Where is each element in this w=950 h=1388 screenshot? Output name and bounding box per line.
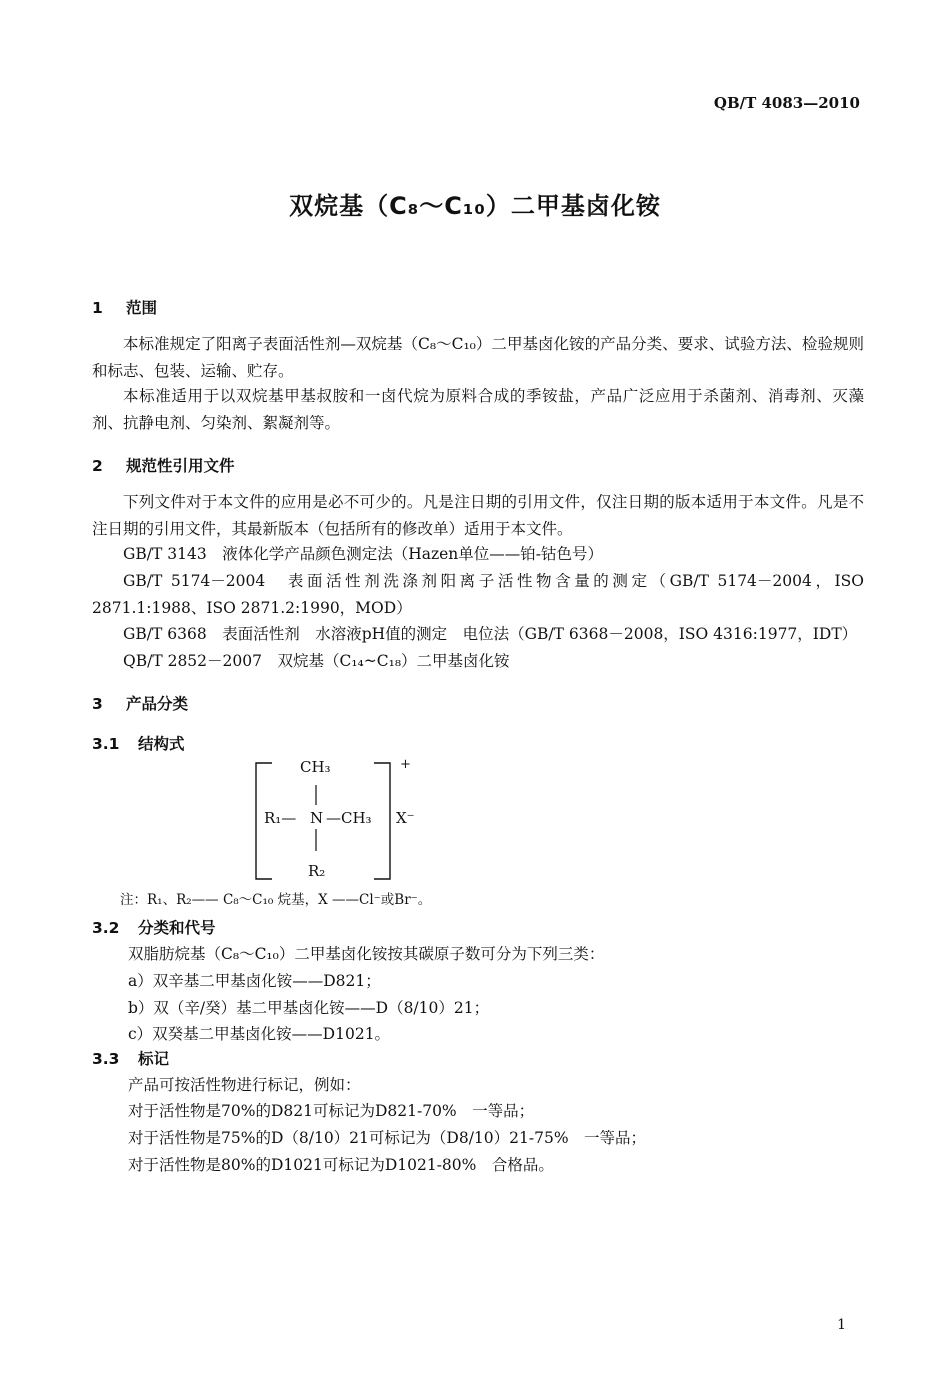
reference-gbt-5174: GB/T 5174－2004 表面活性剂洗涤剂阳离子活性物含量的测定（GB/T 5174－2004，ISO 2871.1:1988、ISO 2871.2:1990，MOD） [92, 572, 864, 617]
section-2-title: 规范性引用文件 [126, 457, 235, 475]
section-3-1-heading [92, 732, 185, 754]
section-3-2-title: 分类和代号 [138, 919, 216, 937]
structural-formula [250, 755, 430, 885]
document-title: 双烷基（C₈～C₁₀）二甲基卤化铵 [289, 192, 661, 220]
page-number: 1 [837, 1317, 846, 1333]
standard-code: QB/T 4083—2010 [713, 94, 860, 112]
formula-note: 注：R₁、R₂—— C₈～C₁₀ 烷基，X ——Cl⁻或Br⁻。 [120, 892, 432, 908]
classification-item-b: b）双（辛/癸）基二甲基卤化铵——D（8/10）21； [128, 999, 490, 1017]
section-3-title: 产品分类 [126, 695, 189, 713]
section-3-3-number: 3.3 [92, 1050, 120, 1068]
section-1-paragraph-2: 本标准适用于以双烷基甲基叔胺和一卤代烷为原料合成的季铵盐，产品广泛应用于杀菌剂、消毒剂、灭藻剂、抗静电剂、匀染剂、絮凝剂等。 [92, 387, 864, 432]
marking-example-1: 对于活性物是70%的D821可标记为D821-70% 一等品； [128, 1102, 535, 1120]
section-3-1-title: 结构式 [138, 735, 185, 753]
formula-left-group: R₁— [264, 809, 297, 827]
formula-nitrogen: N [310, 809, 324, 827]
formula-right-methyl: —CH₃ [326, 809, 372, 827]
section-1-number: 1 [92, 299, 103, 317]
formula-bottom-group: R₂ [308, 862, 326, 880]
section-3-3-heading [92, 1047, 169, 1069]
section-2-number: 2 [92, 457, 103, 475]
section-1-paragraph-1: 本标准规定了阳离子表面活性剂—双烷基（C₈～C₁₀）二甲基卤化铵的产品分类、要求、试验方法、检验规则和标志、包装、运输、贮存。 [92, 335, 864, 380]
section-1-title: 范围 [126, 299, 158, 317]
marking-intro: 产品可按活性物进行标记，例如： [128, 1076, 361, 1094]
section-1-heading [92, 296, 157, 318]
section-3-2-intro: 双脂肪烷基（C₈～C₁₀）二甲基卤化铵按其碳原子数可分为下列三类： [128, 945, 605, 963]
formula-charge: + [400, 757, 411, 772]
classification-item-a: a）双辛基二甲基卤化铵——D821； [128, 972, 381, 990]
reference-qbt-2852: QB/T 2852－2007 双烷基（C₁₄~C₁₈）二甲基卤化铵 [123, 652, 510, 670]
marking-example-2: 对于活性物是75%的D（8/10）21可标记为（D8/10）21-75% 一等品； [128, 1129, 647, 1147]
formula-top-methyl: CH₃ [300, 758, 331, 776]
reference-gbt-6368: GB/T 6368 表面活性剂 水溶液pH值的测定 电位法（GB/T 6368－2008，ISO 4316:1977，IDT） [123, 625, 858, 643]
reference-gbt-3143: GB/T 3143 液体化学产品颜色测定法（Hazen单位——铂-钴色号） [123, 545, 604, 563]
section-2-heading [92, 454, 235, 476]
section-3-3-title: 标记 [138, 1050, 170, 1068]
section-3-1-number: 3.1 [92, 735, 120, 753]
section-3-number: 3 [92, 695, 103, 713]
formula-anion: X⁻ [396, 809, 415, 827]
marking-example-3: 对于活性物是80%的D1021可标记为D1021-80% 合格品。 [128, 1156, 554, 1174]
section-3-2-number: 3.2 [92, 919, 120, 937]
section-3-heading [92, 692, 188, 714]
section-3-2-heading [92, 916, 216, 938]
section-2-paragraph-1: 下列文件对于本文件的应用是必不可少的。凡是注日期的引用文件，仅注日期的版本适用于本文件。凡是不注日期的引用文件，其最新版本（包括所有的修改单）适用于本文件。 [92, 493, 864, 538]
classification-item-c: c）双癸基二甲基卤化铵——D1021。 [128, 1025, 391, 1043]
